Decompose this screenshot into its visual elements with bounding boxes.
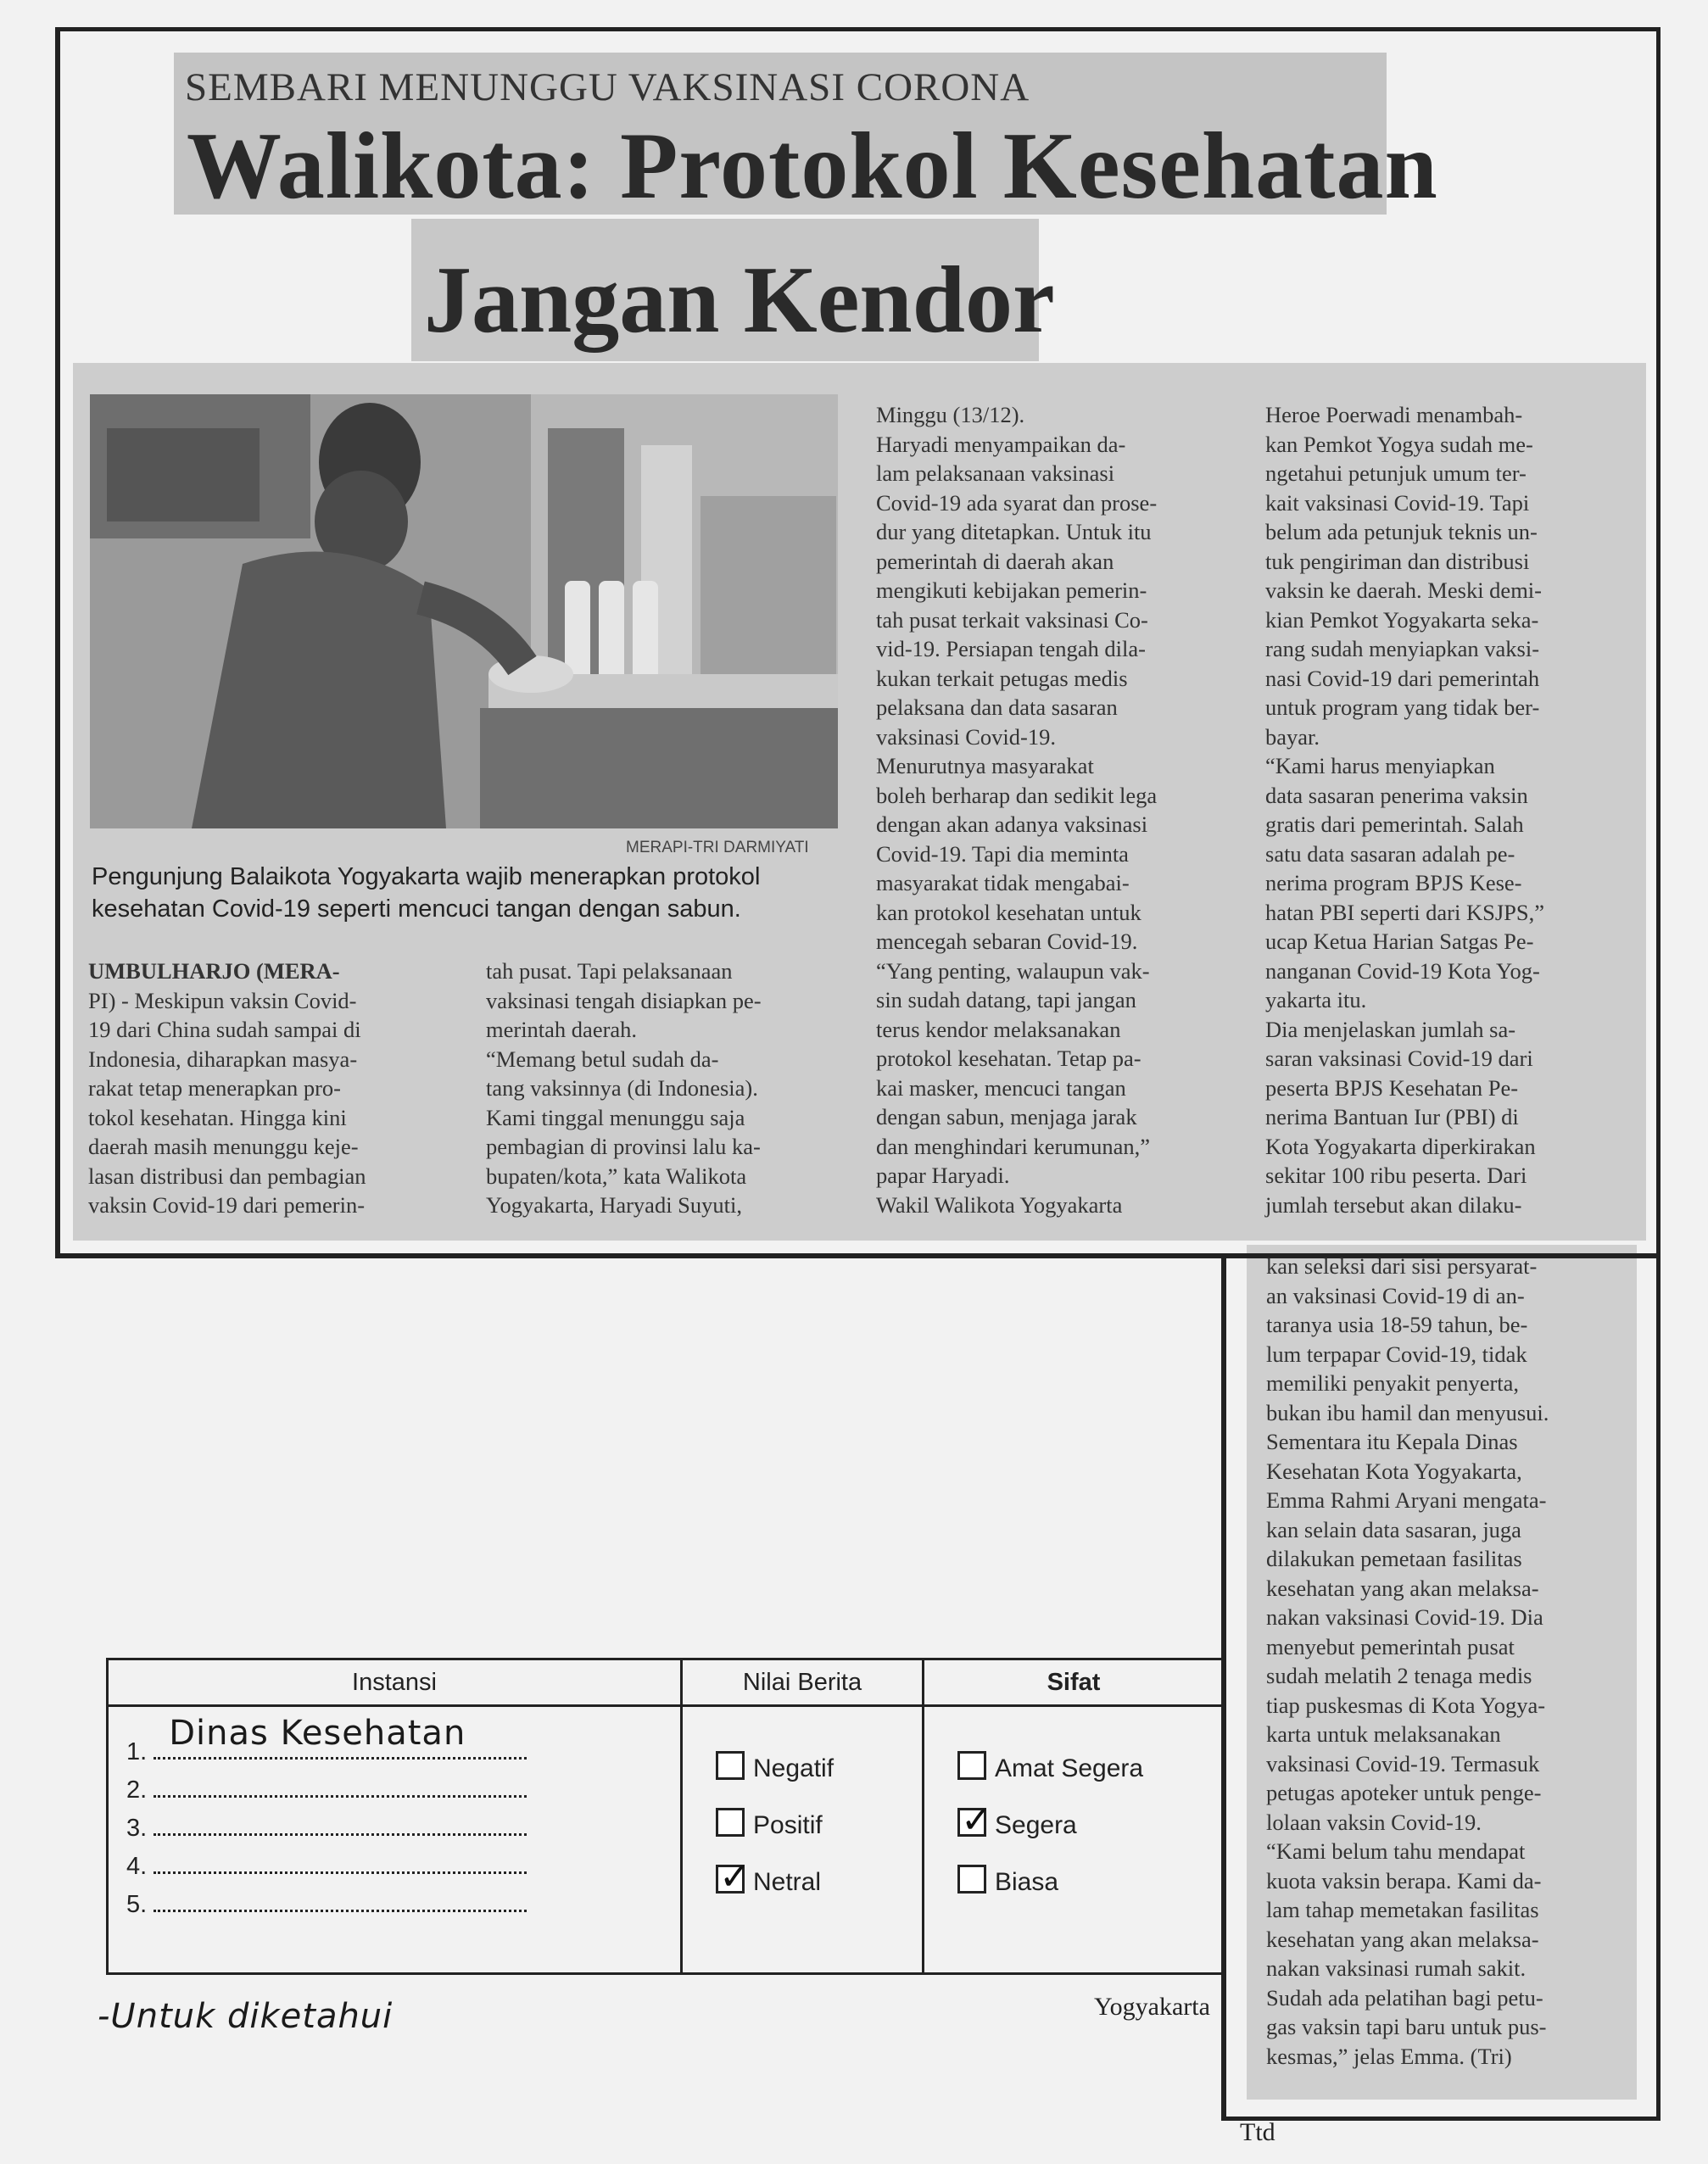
text-line: menyebut pemerintah pusat — [1266, 1633, 1515, 1659]
text-line: boleh berharap dan sedikit lega — [876, 782, 1158, 808]
text-line: ucap Ketua Harian Satgas Pe- — [1265, 929, 1534, 954]
text-line: petugas apoteker untuk penge- — [1266, 1780, 1542, 1805]
text-line: kesehatan yang akan melaksa- — [1266, 1926, 1539, 1952]
article-column-2 — [486, 957, 842, 1220]
instansi-field-5[interactable] — [153, 1891, 527, 1912]
text-line: untuk program yang tidak ber- — [1265, 694, 1540, 720]
text-line: karta untuk melaksanakan — [1266, 1721, 1501, 1747]
text-line: pelaksana dan data sasaran — [876, 694, 1118, 720]
text-line: bukan ibu hamil dan menyusui. — [1266, 1399, 1549, 1425]
text-line: dengan sabun, menjaga jarak — [876, 1104, 1137, 1129]
text-line: Minggu (13/12). — [876, 402, 1025, 427]
text-line: kukan terkait petugas medis — [876, 665, 1128, 691]
text-line: Sementara itu Kepala Dinas — [1266, 1429, 1518, 1454]
text-line: Dia menjelaskan jumlah sa- — [1265, 1016, 1516, 1042]
text-line: Covid-19 ada syarat dan prose- — [876, 489, 1158, 516]
text-line: kesmas,” jelas Emma. (Tri) — [1266, 2043, 1512, 2069]
text-line: dan menghindari kerumunan,” — [876, 1133, 1151, 1159]
article-headline-line-1: Walikota: Protokol Kesehatan — [187, 114, 1438, 219]
text-line: mengikuti kebijakan pemerin- — [876, 577, 1147, 603]
text-line: vaksin ke daerah. Meski demi- — [1265, 577, 1542, 603]
instansi-field-3[interactable] — [153, 1815, 527, 1836]
text-line: sin sudah datang, tapi jangan — [876, 987, 1136, 1012]
article-column-1 — [88, 957, 444, 1220]
text-line: data sasaran penerima vaksin — [1265, 782, 1528, 808]
text-line: tiap puskesmas di Kota Yogya- — [1266, 1692, 1546, 1718]
text-line: saran vaksinasi Covid-19 dari — [1265, 1046, 1533, 1071]
text-line: terus kendor melaksanakan — [876, 1016, 1121, 1042]
option-label: Netral — [753, 1868, 822, 1896]
text-line: Indonesia, diharapkan masya- — [88, 1046, 358, 1072]
text-line: tuk pengiriman dan distribusi — [1265, 548, 1530, 574]
handwritten-note: -Untuk diketahui — [98, 1997, 394, 2036]
checkbox-negatif[interactable] — [716, 1751, 745, 1780]
sifat-header: Sifat — [924, 1659, 1225, 1706]
instansi-field-1[interactable] — [153, 1714, 527, 1760]
caption-line: kesehatan Covid-19 seperti mencuci tangan dengan sabun. — [92, 895, 741, 923]
text-line: sekitar 100 ribu peserta. Dari — [1265, 1163, 1527, 1188]
instansi-list — [109, 1708, 679, 1924]
row-number: 3. — [126, 1815, 148, 1842]
text-line: taranya usia 18-59 tahun, be- — [1266, 1312, 1528, 1337]
instansi-row — [126, 1810, 679, 1848]
text-line: belum ada petunjuk teknis un- — [1265, 519, 1538, 544]
option-biasa — [957, 1854, 1222, 1910]
instansi-row — [126, 1771, 679, 1810]
handwritten-value: Dinas Kesehatan — [169, 1714, 466, 1753]
text-line: merintah daerah. — [486, 1017, 638, 1042]
text-line: an vaksinasi Covid-19 di an- — [1266, 1282, 1525, 1308]
option-label: Biasa — [995, 1868, 1059, 1896]
text-line: kian Pemkot Yogyakarta seka- — [1265, 606, 1539, 633]
text-line: memiliki penyakit penyerta, — [1266, 1370, 1520, 1396]
news-photo — [90, 394, 838, 828]
sifat-cell — [924, 1706, 1225, 1974]
text-line: PI) - Meskipun vaksin Covid- — [88, 987, 357, 1013]
text-line: nanganan Covid-19 Kota Yog- — [1265, 957, 1540, 984]
text-line: masyarakat tidak mengabai- — [876, 870, 1130, 895]
text-line: yakarta itu. — [1265, 987, 1367, 1012]
text-line: Heroe Poerwadi menambah- — [1265, 402, 1523, 427]
text-line: vaksinasi tengah disiapkan pe- — [486, 987, 762, 1013]
text-line: Yogyakarta, Haryadi Suyuti, — [486, 1192, 743, 1218]
text-line: “Kami belum tahu mendapat — [1266, 1838, 1526, 1864]
text-line: Haryadi menyampaikan da- — [876, 431, 1126, 457]
text-line: vaksinasi Covid-19. — [876, 723, 1056, 750]
text-line: papar Haryadi. — [876, 1163, 1010, 1188]
option-netral — [716, 1854, 921, 1910]
city-label: Yogyakarta — [1094, 1993, 1210, 2021]
text-line: jumlah tersebut akan dilaku- — [1265, 1191, 1522, 1218]
row-number: 4. — [126, 1853, 148, 1880]
text-line: Kota Yogyakarta diperkirakan — [1265, 1133, 1536, 1159]
text-line: “Kami harus menyiapkan — [1265, 753, 1495, 778]
text-line: “Memang betul sudah da- — [486, 1046, 719, 1072]
text-line: vid-19. Persiapan tengah dila- — [876, 636, 1146, 661]
text-line: rakat tetap menerapkan pro- — [88, 1075, 341, 1101]
text-line: sudah melatih 2 tenaga medis — [1266, 1663, 1532, 1688]
row-number: 5. — [126, 1891, 148, 1918]
text-line: kan seleksi dari sisi persyarat- — [1266, 1253, 1538, 1279]
option-negatif — [716, 1740, 921, 1797]
text-line: kesehatan yang akan melaksa- — [1266, 1575, 1539, 1601]
checkbox-biasa[interactable] — [957, 1865, 986, 1894]
article-column-4 — [1265, 400, 1626, 1219]
row-number: 2. — [126, 1776, 148, 1804]
photo-credit: MERAPI-TRI DARMIYATI — [626, 839, 809, 856]
text-line: gas vaksin tapi baru untuk pus- — [1266, 2014, 1547, 2039]
text-line: Kami tinggal menunggu saja — [486, 1104, 745, 1130]
text-line: pemerintah di daerah akan — [876, 548, 1114, 574]
text-line: Emma Rahmi Aryani mengata- — [1266, 1487, 1547, 1513]
text-line: daerah masih menunggu keje- — [88, 1134, 359, 1159]
checkbox-netral[interactable] — [716, 1865, 745, 1894]
text-line: pembagian di provinsi lalu ka- — [486, 1134, 761, 1159]
news-evaluation-form — [106, 1658, 1225, 1975]
nilai-berita-header: Nilai Berita — [682, 1659, 924, 1706]
text-line: vaksin Covid-19 dari pemerin- — [88, 1192, 366, 1218]
text-line: lolaan vaksin Covid-19. — [1266, 1809, 1482, 1835]
text-line: dilakukan pemetaan fasilitas — [1266, 1546, 1522, 1571]
text-line: tah pusat. Tapi pelaksanaan — [486, 958, 733, 984]
nilai-berita-options — [684, 1708, 921, 1910]
text-line: satu data sasaran adalah pe- — [1265, 840, 1515, 867]
text-line: lam tahap memetakan fasilitas — [1266, 1897, 1539, 1922]
article-column-5 — [1266, 1252, 1635, 2071]
option-label: Positif — [753, 1811, 823, 1839]
checkbox-segera[interactable] — [957, 1808, 986, 1837]
nilai-berita-cell — [682, 1706, 924, 1974]
text-line: Sudah ada pelatihan bagi petu- — [1266, 1984, 1543, 2011]
instansi-row — [126, 1714, 679, 1771]
text-line: mencegah sebaran Covid-19. — [876, 929, 1138, 954]
text-line: gratis dari pemerintah. Salah — [1265, 812, 1524, 837]
article-column-3 — [876, 400, 1224, 1219]
row-number: 1. — [126, 1738, 148, 1765]
text-line: vaksinasi Covid-19. Termasuk — [1266, 1750, 1540, 1776]
article-kicker: SEMBARI MENUNGGU VAKSINASI CORONA — [185, 65, 1030, 109]
photo-caption — [92, 861, 855, 925]
caption-line: Pengunjung Balaikota Yogyakarta wajib menerapkan protokol — [92, 863, 761, 890]
option-segera — [957, 1797, 1222, 1854]
text-line: ngetahui petunjuk umum ter- — [1265, 460, 1527, 486]
handwashing-photo-illustration — [90, 394, 838, 828]
checkbox-amat-segera[interactable] — [957, 1751, 986, 1780]
instansi-row — [126, 1848, 679, 1886]
text-line: dengan akan adanya vaksinasi — [876, 812, 1148, 837]
text-line: lasan distribusi dan pembagian — [88, 1163, 366, 1189]
text-line: tah pusat terkait vaksinasi Co- — [876, 606, 1148, 633]
text-line: kai masker, mencuci tangan — [876, 1074, 1126, 1101]
text-line: “Yang penting, walaupun vak- — [876, 957, 1150, 984]
text-line: bayar. — [1265, 723, 1320, 750]
checkbox-positif[interactable] — [716, 1808, 745, 1837]
text-line: 19 dari China sudah sampai di — [88, 1017, 361, 1042]
option-positif — [716, 1797, 921, 1854]
text-line: Covid-19. Tapi dia meminta — [876, 840, 1129, 867]
text-line: kait vaksinasi Covid-19. Tapi — [1265, 489, 1530, 516]
text-line: nerima program BPJS Kese- — [1265, 870, 1522, 895]
text-line: lam pelaksanaan vaksinasi — [876, 460, 1115, 486]
text-line: kan selain data sasaran, juga — [1266, 1516, 1521, 1542]
text-line: kan Pemkot Yogya sudah me- — [1265, 431, 1533, 457]
text-line: Wakil Walikota Yogyakarta — [876, 1191, 1123, 1218]
text-line: nerima Bantuan Iur (PBI) di — [1265, 1104, 1519, 1129]
text-line: kan protokol kesehatan untuk — [876, 899, 1141, 925]
text-line: hatan PBI seperti dari KSJPS,” — [1265, 899, 1545, 925]
option-label: Segera — [995, 1811, 1077, 1839]
text-line: Kesehatan Kota Yogyakarta, — [1266, 1458, 1522, 1484]
text-line: rang sudah menyiapkan vaksi- — [1265, 636, 1540, 661]
text-line: nakan vaksinasi rumah sakit. — [1266, 1955, 1527, 1981]
article-headline-line-2: Jangan Kendor — [424, 248, 1055, 353]
instansi-header: Instansi — [108, 1659, 682, 1706]
dateline: UMBULHARJO (MERA- — [88, 958, 340, 984]
instansi-field-2[interactable] — [153, 1776, 527, 1798]
text-line: lum terpapar Covid-19, tidak — [1266, 1341, 1527, 1367]
text-line: nakan vaksinasi Covid-19. Dia — [1266, 1604, 1543, 1630]
text-line: kuota vaksin berapa. Kami da- — [1266, 1867, 1542, 1894]
text-line: peserta BPJS Kesehatan Pe- — [1265, 1074, 1519, 1101]
sifat-options — [925, 1708, 1222, 1910]
signature-label: Ttd — [1240, 2118, 1275, 2146]
option-label: Amat Segera — [995, 1754, 1144, 1782]
text-line: dur yang ditetapkan. Untuk itu — [876, 519, 1152, 544]
option-amat-segera — [957, 1740, 1222, 1797]
instansi-cell — [108, 1706, 682, 1974]
text-line: tokol kesehatan. Hingga kini — [88, 1104, 347, 1130]
text-line: protokol kesehatan. Tetap pa- — [876, 1046, 1141, 1071]
text-line: tang vaksinnya (di Indonesia). — [486, 1075, 758, 1101]
instansi-field-4[interactable] — [153, 1853, 527, 1874]
text-line: nasi Covid-19 dari pemerintah — [1265, 665, 1540, 691]
text-line: bupaten/kota,” kata Walikota — [486, 1163, 747, 1189]
instansi-row — [126, 1886, 679, 1924]
option-label: Negatif — [753, 1754, 834, 1782]
text-line: Menurutnya masyarakat — [876, 753, 1094, 778]
